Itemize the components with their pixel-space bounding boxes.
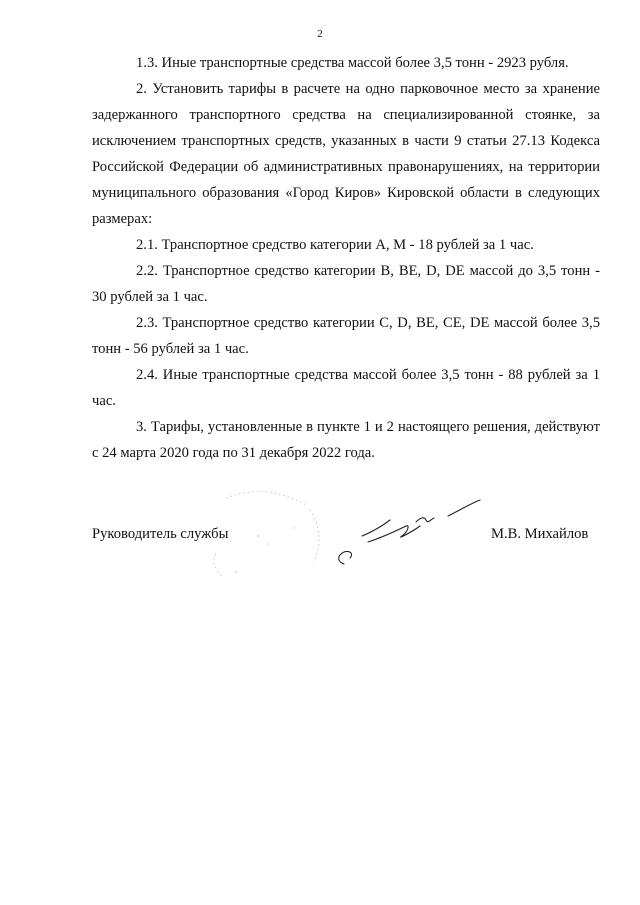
signatory-name: М.В. Михайлов: [491, 526, 589, 542]
paragraph-2: 2. Установить тарифы в расчете на одно парковочное место за хранение задержанного транспортного средства на специализированной стоянке, за исключением транспортных средств, указанных в части 9 статьи 27.13 Кодекса Российской Федерации об административных правонарушениях, на территории муниципального образования «Город Киров» Кировской области в следующих размерах:: [92, 81, 600, 227]
page-number: 2: [317, 28, 323, 40]
paragraph-2-3: 2.3. Транспортное средство категории С, D, ВЕ, СЕ, DE массой более 3,5 тонн - 56 рублей за 1 час.: [92, 315, 600, 357]
paragraph-2-4: 2.4. Иные транспортные средства массой более 3,5 тонн - 88 рублей за 1 час.: [92, 367, 600, 409]
paragraph-1-3: 1.3. Иные транспортные средства массой более 3,5 тонн - 2923 рубля.: [136, 55, 569, 71]
document-body: [92, 50, 600, 466]
paragraph-3: 3. Тарифы, установленные в пункте 1 и 2 настоящего решения, действуют с 24 марта 2020 года по 31 декабря 2022 года.: [92, 419, 600, 461]
paragraph-2-2: 2.2. Транспортное средство категории В, ВЕ, D, DE массой до 3,5 тонн - 30 рублей за 1 час.: [92, 263, 600, 305]
paragraph-2-1: 2.1. Транспортное средство категории А, М - 18 рублей за 1 час.: [136, 237, 534, 253]
signatory-position: Руководитель службы: [92, 526, 229, 542]
handwritten-signature: [320, 492, 490, 572]
